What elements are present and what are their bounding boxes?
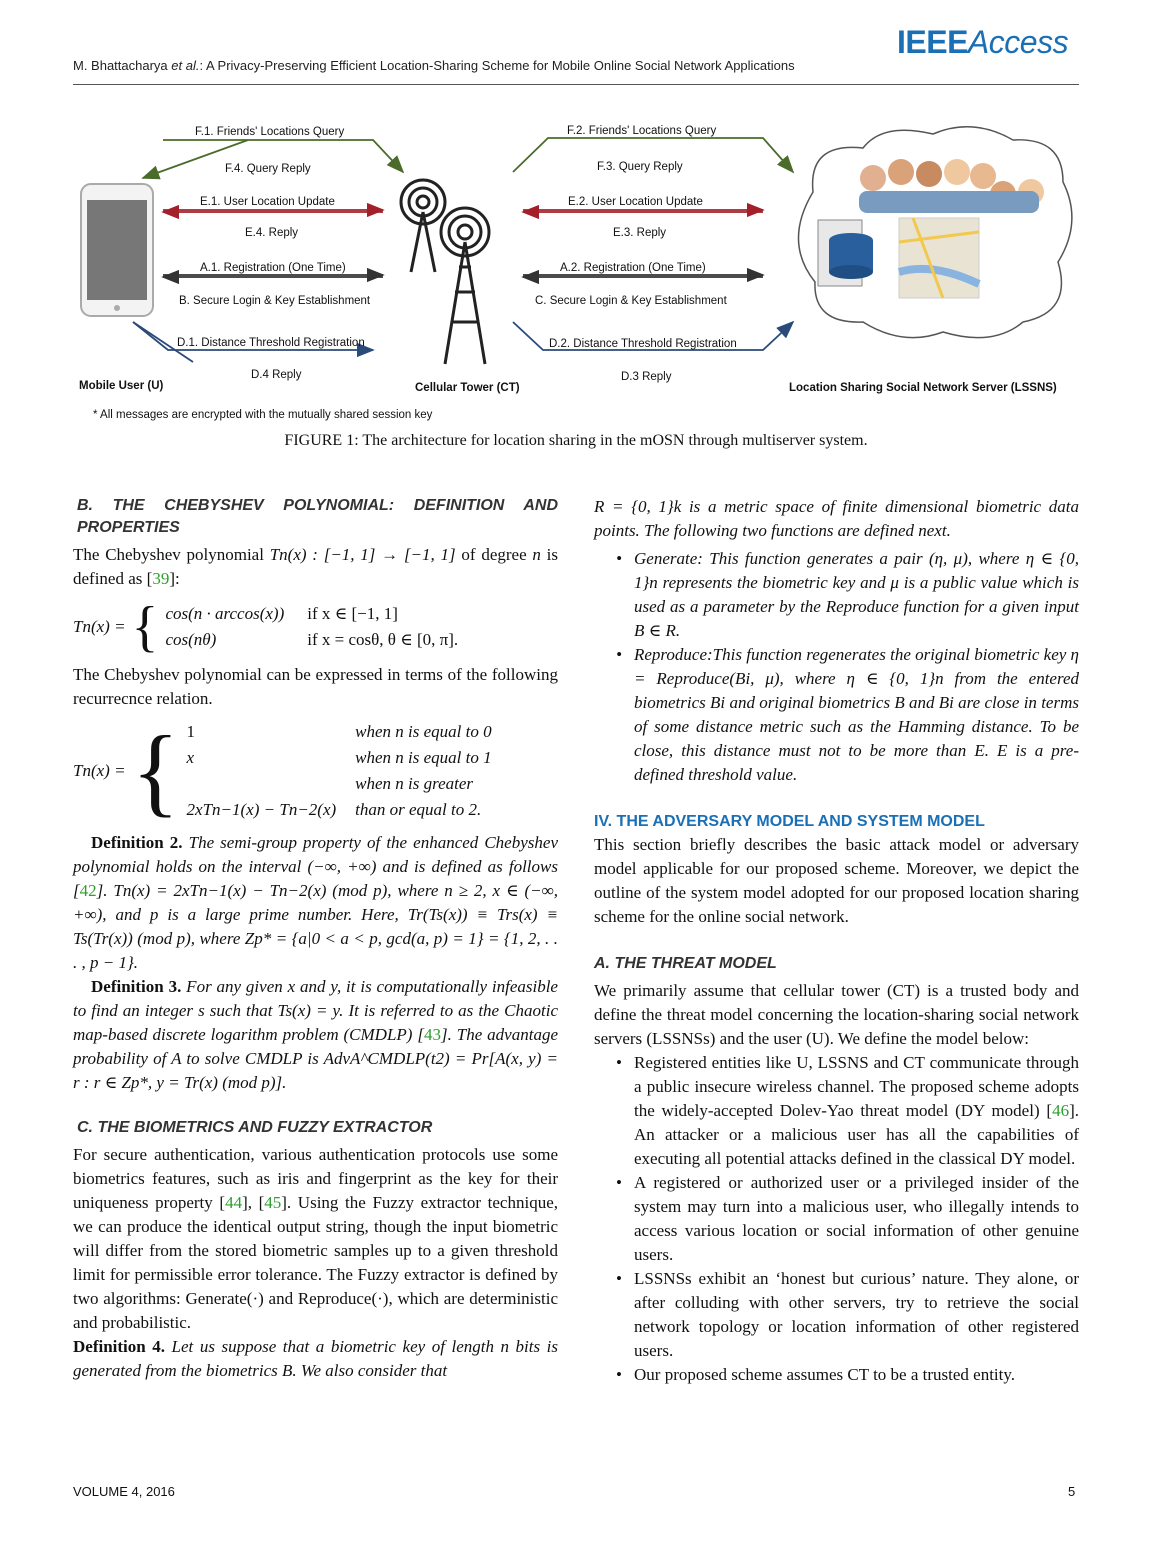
msg-e3: E.3. Reply xyxy=(613,227,667,239)
p3c: ]. Using the Fuzzy extractor technique, we can produce the identical output string, though the input biometric will differ from the stored biometric samples up to a given threshold limit for permissible error tolerance. The Fuzzy extractor is defined by two algorithms: Generate(·) and Reproduce(·), which are deterministic and probabilistic. xyxy=(73,1193,558,1332)
eq2-case1-expr: 1 xyxy=(186,722,196,741)
citation-46[interactable]: 46 xyxy=(1052,1101,1070,1120)
generate-bullet: • Generate: This function generates a pair (η, μ), where η ∈ {0, 1}n represents the biometric key and μ is a public value which is used as a parameter by the Reproduce function for a given input B ∈ R. xyxy=(634,547,1079,643)
metric-space-paragraph: R = {0, 1}k is a metric space of finite dimensional biometric data points. The following two functions are defined next. xyxy=(594,497,1079,540)
eq1-case1-expr: cos(n · arccos(x)) xyxy=(165,604,285,623)
msg-f1: F.1. Friends' Locations Query xyxy=(195,126,345,138)
equation-1 xyxy=(73,596,558,658)
threat-bullet-4: • Our proposed scheme assumes CT to be a trusted entity. xyxy=(634,1363,1079,1387)
msg-e1: E.1. User Location Update xyxy=(200,196,335,208)
t1b: ]. An attacker or a malicious user has all the capabilities of executing all potential attacks defined in the classical DY model. xyxy=(634,1101,1079,1168)
left-message-labels xyxy=(177,126,371,381)
server-label: Location Sharing Social Network Server (LSSNS) xyxy=(789,382,1057,394)
logo-light: Access xyxy=(967,24,1069,60)
citation-39[interactable]: 39 xyxy=(152,569,170,588)
msg-f4: F.4. Query Reply xyxy=(225,163,311,175)
threat-bullet-3: • LSSNSs exhibit an ‘honest but curious’ nature. They alone, or after colluding with other servers, try to retrieve the social network topology or location information of other registered users. xyxy=(634,1267,1079,1363)
running-header xyxy=(73,58,795,73)
adversary-intro: This section briefly describes the basic attack model or adversary model applicable for our proposed scheme. Moreover, we depict the outline of the system model adopted for our proposed location sharing scheme for the online social network. xyxy=(594,835,1079,926)
msg-a2: A.2. Registration (One Time) xyxy=(560,262,706,274)
msg-d2: D.2. Distance Threshold Registration xyxy=(549,338,737,350)
eq2-cases xyxy=(186,719,493,823)
msg-e4: E.4. Reply xyxy=(245,227,299,239)
eq2-case2-cond: when n is equal to 1 xyxy=(355,748,492,767)
fuzzy-extractor-list xyxy=(594,547,1079,787)
def3-b: ]. The advantage probability of A to solve CMDLP is AdvA^CMDLP(t2) = Pr[A(x, y) = r : r ∈ Zp*, y = Tr(x) (mod p)]. xyxy=(73,1025,558,1092)
definition-3 xyxy=(73,975,558,1095)
biometrics-paragraph xyxy=(73,1143,558,1335)
p1n: n xyxy=(532,545,541,564)
eq1-case2-expr: cos(nθ) xyxy=(165,630,217,649)
eq2-case1-cond: when n is equal to 0 xyxy=(355,722,492,741)
logo-bold: IEEE xyxy=(897,24,968,60)
citation-42[interactable]: 42 xyxy=(79,881,97,900)
tower-label: Cellular Tower (CT) xyxy=(415,382,520,394)
left-column xyxy=(73,495,558,1383)
eq1-case1-cond: if x ∈ [−1, 1] xyxy=(307,604,398,623)
msg-d1: D.1. Distance Threshold Registration xyxy=(177,337,365,349)
reproduce-bullet: • Reproduce:This function regenerates the original biometric key η = Reproduce(Bi, μ), where η ∈ {0, 1}n from the entered biometrics Bi and original biometrics B and Bi are close in terms of some distance metric such as the Hamming distance. To be close, this distance must not to be more than E. E is a pre-defined threshold value. xyxy=(634,643,1079,787)
p3b: ], [ xyxy=(242,1193,265,1212)
header-rule xyxy=(73,84,1079,85)
threat-bullet-1 xyxy=(634,1051,1079,1171)
def4-label: Definition 4. xyxy=(73,1337,166,1356)
section-iv-heading: IV. THE ADVERSARY MODEL AND SYSTEM MODEL xyxy=(594,813,985,830)
definition-4 xyxy=(73,1335,558,1383)
citation-43[interactable]: 43 xyxy=(423,1025,441,1044)
footer-volume: VOLUME 4, 2016 xyxy=(73,1484,175,1499)
equation-2 xyxy=(73,715,558,826)
p1a: The Chebyshev polynomial xyxy=(73,545,270,564)
msg-e2: E.2. User Location Update xyxy=(568,196,703,208)
eq1-lhs: Tn(x) = xyxy=(73,617,126,636)
eq1-case2-cond: if x = cosθ, θ ∈ [0, π]. xyxy=(307,630,459,649)
msg-f2: F.2. Friends' Locations Query xyxy=(567,125,717,137)
section-b-heading: B. THE CHEBYSHEV POLYNOMIAL: DEFINITION AND PROPERTIES xyxy=(77,497,558,536)
figure-note: * All messages are encrypted with the mutually shared session key xyxy=(93,409,433,421)
threat-list xyxy=(594,1051,1079,1387)
p1c: is defined as [ xyxy=(73,545,559,588)
header-title: : A Privacy-Preserving Efficient Location-Sharing Scheme for Mobile Online Social Network Applications xyxy=(199,58,795,73)
definition-2 xyxy=(73,831,558,975)
eq2-brace: { xyxy=(131,715,180,826)
threat-bullet-2: • A registered or authorized user or a privileged insider of the system may turn into a malicious user, who illegally intends to access various location or social information of other genuine users. xyxy=(634,1171,1079,1267)
msg-b: B. Secure Login & Key Establishment xyxy=(179,295,371,307)
eq2-lhs: Tn(x) = xyxy=(73,761,126,780)
recurrence-intro: The Chebyshev polynomial can be expressed in terms of the following recurrecnce relation. xyxy=(73,665,558,708)
eq2-case4-expr: 2xTn−1(x) − Tn−2(x) xyxy=(186,800,337,819)
eq2-case3-cond: when n is greater xyxy=(355,774,474,793)
right-message-labels xyxy=(535,125,737,383)
msg-d3: D.3 Reply xyxy=(621,371,672,383)
p1b: of degree xyxy=(455,545,533,564)
eq2-case2-expr: x xyxy=(186,748,195,767)
def3-a: For any given x and y, it is computationally infeasible to find an integer s such that Ts(x) = y. It is referred to as the Chaotic map-based discrete logarithm problem (CMDLP) [ xyxy=(73,977,558,1044)
architecture-figure xyxy=(73,112,1079,432)
mobile-phone-icon xyxy=(81,184,153,316)
msg-f3: F.3. Query Reply xyxy=(597,161,683,173)
chebyshev-intro xyxy=(73,543,558,591)
citation-44[interactable]: 44 xyxy=(225,1193,243,1212)
msg-a1: A.1. Registration (One Time) xyxy=(200,262,346,274)
section-c-heading: C. THE BIOMETRICS AND FUZZY EXTRACTOR xyxy=(77,1119,433,1136)
msg-c: C. Secure Login & Key Establishment xyxy=(535,295,727,307)
map-icon xyxy=(899,218,979,298)
def4-a: Let us suppose that a biometric key of length n bits is generated from the biometrics B. We also consider that xyxy=(73,1337,558,1380)
header-etal: et al. xyxy=(171,58,200,73)
def2-a: The semi-group property of the enhanced Chebyshev polynomial holds on the interval (−∞, +∞) and is defined as follows [ xyxy=(73,833,558,900)
def3-label: Definition 3. xyxy=(91,977,182,996)
mobile-user-label: Mobile User (U) xyxy=(79,380,164,392)
footer-page-number: 5 xyxy=(1068,1484,1076,1499)
def2-label: Definition 2. xyxy=(91,833,183,852)
t1a: Registered entities like U, LSSNS and CT communicate through a public insecure wireless channel. The proposed scheme adopts the widely-accepted Dolev-Yao threat model (DY model) [ xyxy=(634,1053,1079,1120)
eq2-case4-cond: than or equal to 2. xyxy=(355,800,482,819)
p1math: Tn(x) : [−1, 1] → [−1, 1] xyxy=(269,545,456,564)
citation-45[interactable]: 45 xyxy=(264,1193,282,1212)
ieee-access-logo xyxy=(897,24,1068,61)
def2-b: ]. Tn(x) = 2xTn−1(x) − Tn−2(x) (mod p), where n ≥ 2, x ∈ (−∞, +∞), and p is a large prime number. Here, Tr(Ts(x)) ≡ Trs(x) ≡ Ts(Tr(x)) (mod p), where Zp* = {a|0 < a < p, gcd(a, p) = 1} = {1, 2, . . . , p − 1}. xyxy=(73,881,558,972)
threat-intro: We primarily assume that cellular tower (CT) is a trusted body and define the threat model concerning the location-sharing social network servers (LSSNSs) and the user (U). We define the model below: xyxy=(594,981,1079,1048)
right-column xyxy=(594,495,1079,1387)
figure-caption: FIGURE 1: The architecture for location sharing in the mOSN through multiserver system. xyxy=(284,432,868,449)
section-a-heading: A. THE THREAT MODEL xyxy=(594,955,777,972)
msg-d4: D.4 Reply xyxy=(251,369,302,381)
eq1-cases xyxy=(164,601,459,653)
eq1-brace: { xyxy=(131,596,159,658)
p3a: For secure authentication, various authentication protocols use some biometrics features, such as iris and fingerprint as the key for their uniqueness property [ xyxy=(73,1145,558,1212)
p1d: ]: xyxy=(169,569,180,588)
cellular-tower-icon xyxy=(401,180,489,364)
header-authors: M. Bhattacharya xyxy=(73,58,168,73)
